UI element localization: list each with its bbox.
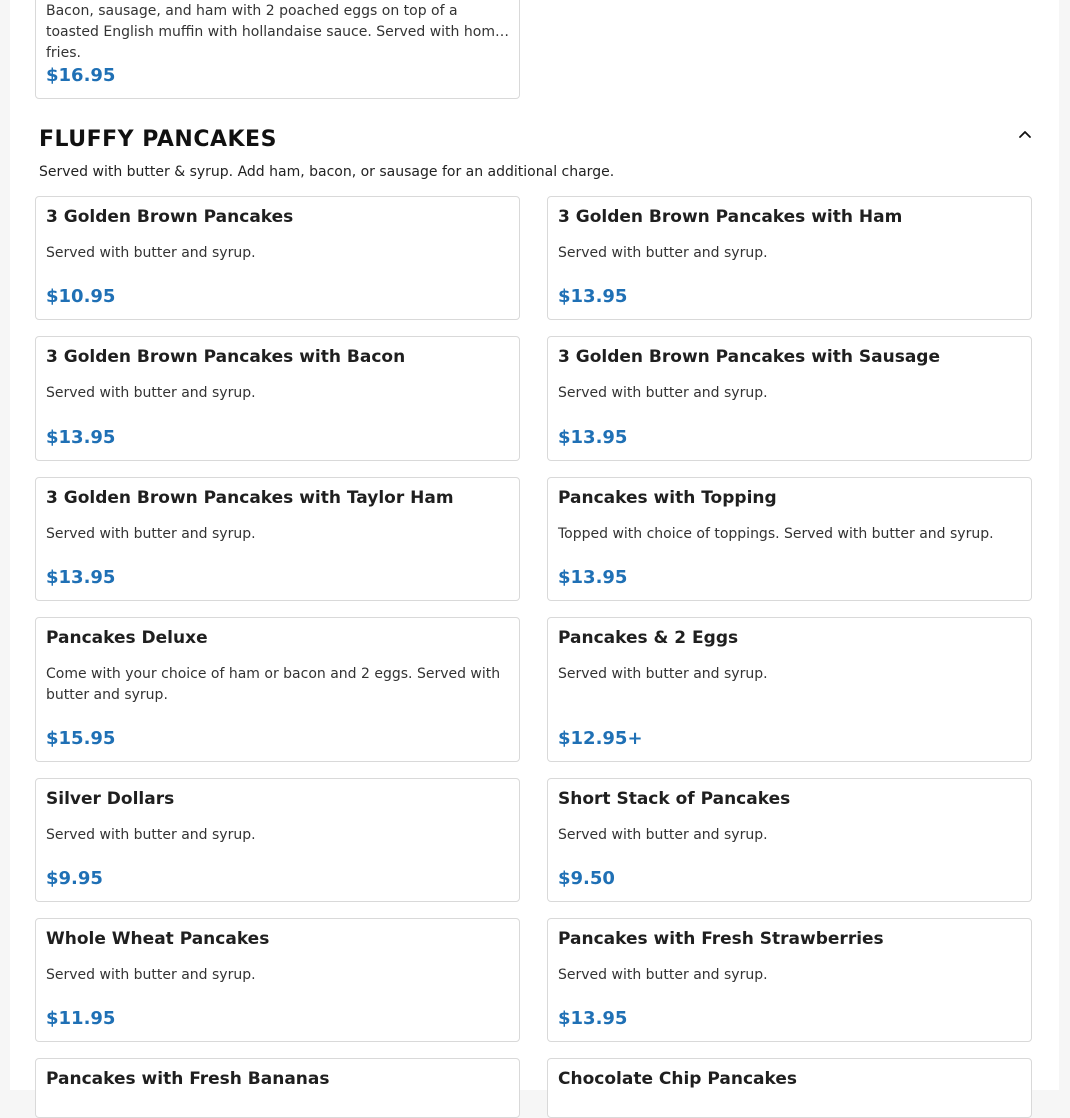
menu-item-name: Pancakes & 2 Eggs (558, 628, 739, 648)
menu-item-description: Served with butter and syrup. (46, 385, 256, 401)
menu-item-card[interactable] (35, 0, 520, 99)
chevron-up-icon (1017, 126, 1033, 142)
menu-item-price: $10.95 (46, 286, 116, 307)
menu-item-price: $9.50 (558, 868, 615, 889)
menu-item-description: Served with butter and syrup. (558, 967, 768, 983)
menu-item-name: 3 Golden Brown Pancakes with Sausage (558, 347, 941, 367)
menu-item-name: Silver Dollars (46, 789, 175, 809)
menu-item-description: Served with butter and syrup. (46, 967, 256, 983)
menu-item-card[interactable] (547, 778, 1032, 902)
menu-item-name: 3 Golden Brown Pancakes with Bacon (46, 347, 406, 367)
menu-item-name: 3 Golden Brown Pancakes with Taylor Ham (46, 488, 454, 508)
menu-item-card[interactable] (547, 477, 1032, 601)
menu-item-description: Served with butter and syrup. (558, 827, 768, 843)
menu-item-price: $12.95+ (558, 728, 643, 749)
menu-item-name: Pancakes with Fresh Bananas (46, 1069, 330, 1089)
menu-item-name: Pancakes Deluxe (46, 628, 208, 648)
menu-item-card[interactable] (547, 617, 1032, 762)
menu-item-description: Served with butter and syrup. (46, 827, 256, 843)
menu-item-price: $13.95 (46, 567, 116, 588)
menu-item-name: Chocolate Chip Pancakes (558, 1069, 798, 1089)
menu-item-name: 3 Golden Brown Pancakes with Ham (558, 207, 903, 227)
menu-item-card[interactable] (35, 1058, 520, 1118)
menu-item-card[interactable] (547, 336, 1032, 461)
menu-item-name: Pancakes with Topping (558, 488, 777, 508)
menu-item-card[interactable] (547, 1058, 1032, 1118)
menu-item-price: $13.95 (558, 567, 628, 588)
section-subtitle: Served with butter & syrup. Add ham, bacon, or sausage for an additional charge. (39, 164, 615, 180)
menu-item-price: $13.95 (558, 1008, 628, 1029)
menu-item-card[interactable] (35, 778, 520, 902)
menu-item-description: Served with butter and syrup. (558, 385, 768, 401)
menu-item-description: Topped with choice of toppings. Served with butter and syrup. (558, 526, 994, 542)
menu-item-card[interactable] (35, 477, 520, 601)
menu-item-name: Pancakes with Fresh Strawberries (558, 929, 884, 949)
menu-page (10, 0, 1059, 1090)
menu-item-name: Whole Wheat Pancakes (46, 929, 270, 949)
menu-item-card[interactable] (547, 918, 1032, 1042)
menu-item-description: Bacon, sausage, and ham with 2 poached eggs on top of a toasted English muffin with hollandaise sauce. Served with home fries. (46, 3, 504, 61)
menu-item-description: Come with your choice of ham or bacon and 2 eggs. Served with butter and syrup. (46, 666, 501, 703)
menu-item-price: $13.95 (46, 427, 116, 448)
menu-item-price: $9.95 (46, 868, 103, 889)
menu-item-description: Served with butter and syrup. (558, 245, 768, 261)
menu-item-name: 3 Golden Brown Pancakes (46, 207, 294, 227)
menu-item-price: $15.95 (46, 728, 116, 749)
collapse-section-button[interactable] (1015, 124, 1035, 144)
menu-item-price: $13.95 (558, 286, 628, 307)
menu-item-card[interactable] (35, 336, 520, 461)
menu-item-card[interactable] (35, 918, 520, 1042)
menu-item-description: Served with butter and syrup. (46, 526, 256, 542)
menu-item-card[interactable] (547, 196, 1032, 320)
menu-item-description: Served with butter and syrup. (558, 666, 768, 682)
menu-item-price: $11.95 (46, 1008, 116, 1029)
menu-item-price: $13.95 (558, 427, 628, 448)
section-title: FLUFFY PANCAKES (39, 127, 277, 152)
menu-item-description: Served with butter and syrup. (46, 245, 256, 261)
menu-item-card[interactable] (35, 196, 520, 320)
menu-item-name: Short Stack of Pancakes (558, 789, 791, 809)
menu-item-price: $16.95 (46, 65, 116, 86)
menu-item-card[interactable] (35, 617, 520, 762)
